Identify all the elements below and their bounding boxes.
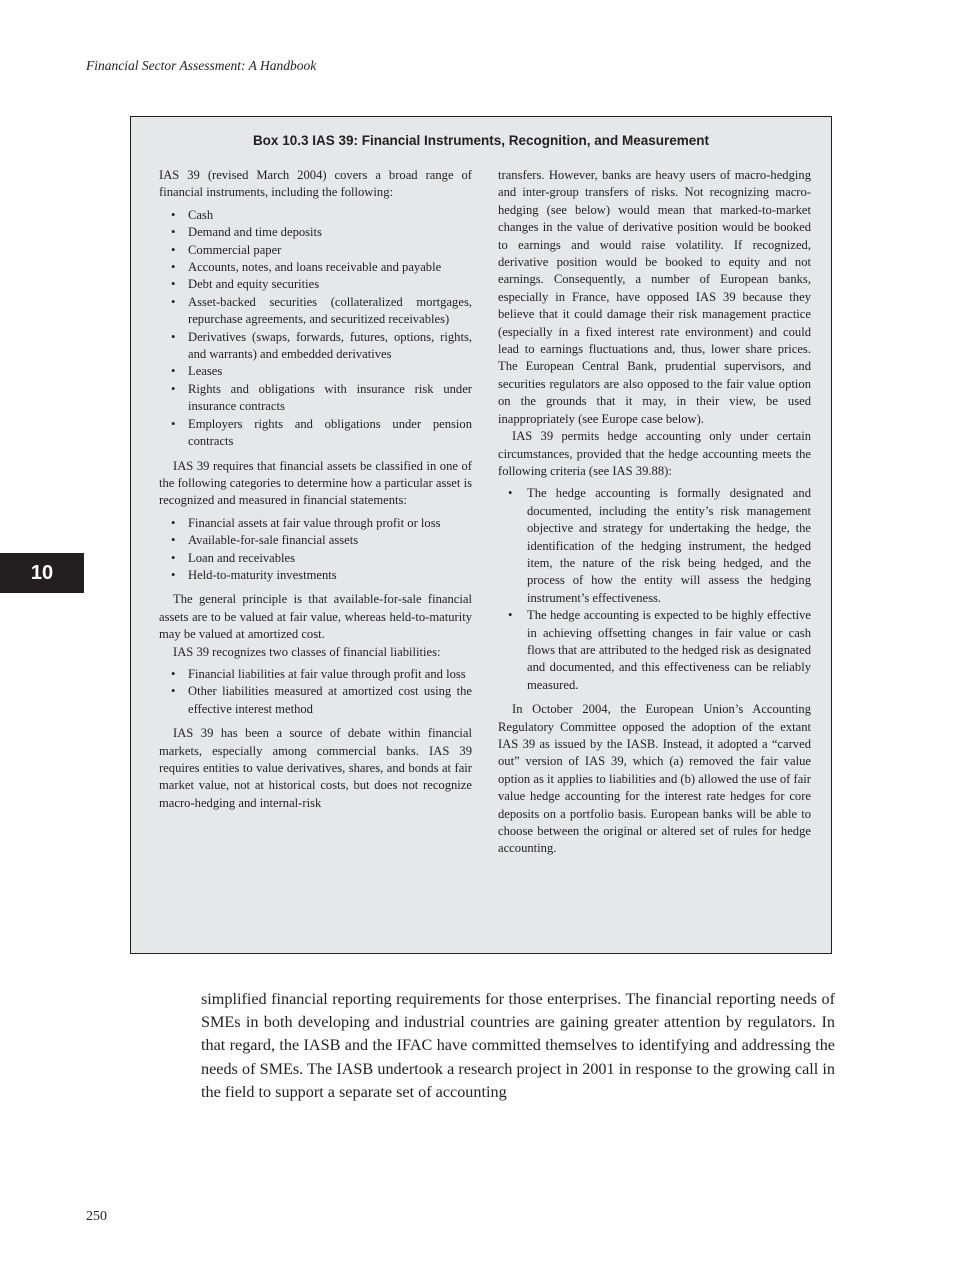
list-item: • Financial liabilities at fair value through profit and loss [159,666,472,683]
running-head: Financial Sector Assessment: A Handbook [86,58,317,73]
box-title: Box 10.3 IAS 39: Financial Instruments, Recognition, and Measurement [252,133,710,148]
criteria-list [498,485,811,694]
liability-list [159,666,472,718]
list-item: • Leases [159,363,472,380]
body-text [201,988,835,1104]
list-item: • Demand and time deposits [159,224,472,241]
chapter-tab: 10 [0,553,84,593]
list-item: • Loan and receivables [159,550,472,567]
body-paragraph: simplified financial reporting requirements for those enterprises. The financial reporting needs of SMEs in both developing and industrial countries are gaining greater attention by regulators. In that regard, the IASB and the IFAC have committed themselves to identifying and addressing the needs of SMEs. The IASB undertook a research project in 2001 in response to the growing call in the field to support a separate set of accounting [201,990,835,1101]
list-item: • Asset-backed securities (collateralized mortgages, repurchase agreements, and securitized receivables) [159,294,472,329]
debate-paragraph: IAS 39 has been a source of debate within financial markets, especially among commercial banks. IAS 39 requires entities to value derivatives, shares, and bonds at fair market value, not at historical costs, but does not recognize macro-hedging and internal-risk [159,726,472,810]
categories-intro: IAS 39 requires that financial assets be classified in one of the following categories to determine how a particular asset is recognized and measured in financial statements: [159,458,472,508]
list-item: • The hedge accounting is formally designated and documented, including the entity’s risk management objective and strategy for undertaking the hedge, the identification of the hedging instrument, the hedged item, the nature of the risk being hedged, and the process of how the entity will assess the hedging instrument’s effectiveness. [498,485,811,607]
list-item: • Other liabilities measured at amortized cost using the effective interest method [159,683,472,718]
box-10-3 [130,116,832,954]
category-list [159,515,472,585]
instrument-list [159,207,472,451]
list-item: • Accounts, notes, and loans receivable and payable [159,259,472,276]
principle-paragraph: The general principle is that available-for-sale financial assets are to be valued at fair value, whereas held-to-maturity may be valued at amortized cost. [159,592,472,642]
list-item: • Rights and obligations with insurance risk under insurance contracts [159,381,472,416]
list-item: • Available-for-sale financial assets [159,532,472,549]
hedge-intro: IAS 39 permits hedge accounting only under certain circumstances, provided that the hedge accounting meets the following criteria (see IAS 39.88): [498,429,811,478]
page-number: 250 [86,1209,107,1224]
continuation-paragraph: transfers. However, banks are heavy users of macro-hedging and inter-group transfers of risks. Not recognizing macro-hedging (see below) would mean that marked-to-market changes in the value of derivative position would be booked to earnings and would raise volatility. If recognized, derivative position would be booked to equity and not earnings. Consequently, a number of European banks, especially in France, have opposed IAS 39 because they believe that it could damage their risk management practice (especially in a fixed interest rate environment) and could lead to earnings fluctuations and, thus, lower share prices. The European Central Bank, prudential supervisors, and securities regulators are also opposed to the fair value option on the grounds that it may, in their view, be used inappropriately (see Europe case below). [498,168,811,426]
eu-paragraph: In October 2004, the European Union’s Accounting Regulatory Committee opposed the adoption of the extant IAS 39 as issued by the IASB. Instead, it adopted a “carved out” version of IAS 39, which (a) removed the fair value option as it applies to liabilities and (b) allowed the use of fair value hedge accounting for the interest rate hedges for core deposits on a portfolio basis. European banks will be able to choose between the original or altered set of rules for hedge accounting. [498,702,811,856]
box-left-column [159,167,472,812]
list-item: • Debt and equity securities [159,276,472,293]
list-item: • The hedge accounting is expected to be highly effective in achieving offsetting changes in fair value or cash flows that are attributed to the hedged risk as designated and documented, and this effectiveness can be reliably measured. [498,607,811,694]
list-item: • Derivatives (swaps, forwards, futures, options, rights, and warrants) and embedded derivatives [159,329,472,364]
list-item: • Employers rights and obligations under pension contracts [159,416,472,451]
box-right-column [498,167,811,858]
list-item: • Commercial paper [159,242,472,259]
box-intro: IAS 39 (revised March 2004) covers a broad range of financial instruments, including the following: [159,168,472,200]
list-item: • Financial assets at fair value through profit or loss [159,515,472,532]
list-item: • Held-to-maturity investments [159,567,472,584]
liabilities-intro: IAS 39 recognizes two classes of financial liabilities: [173,644,441,659]
list-item: • Cash [159,207,472,224]
